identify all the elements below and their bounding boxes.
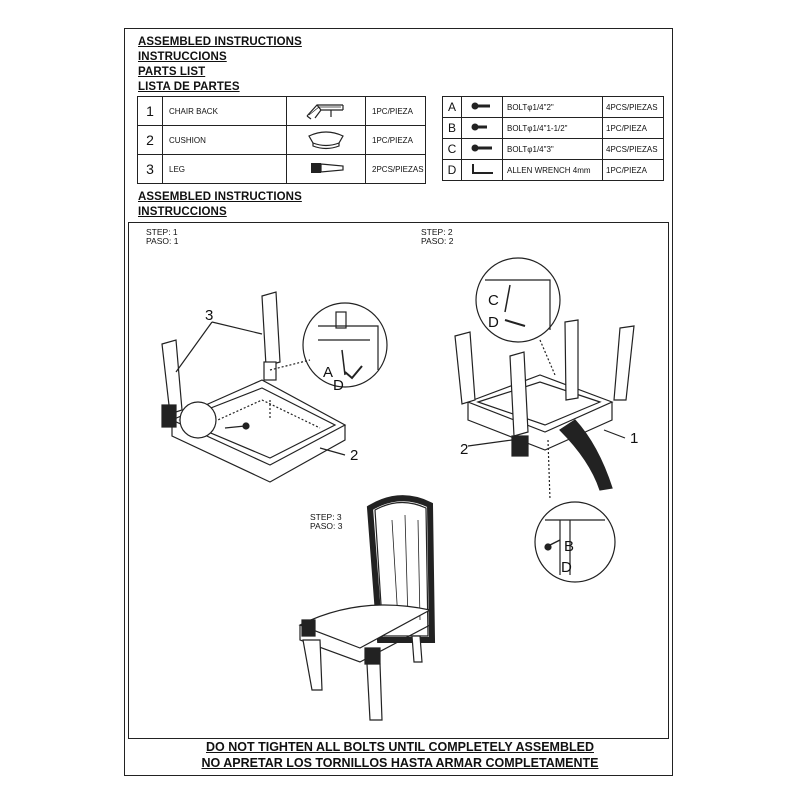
step-3-illustration <box>300 498 432 720</box>
part-number: 3 <box>138 155 163 184</box>
callout-d: D <box>333 377 344 394</box>
title-instruccions-2: INSTRUCCIONS <box>138 206 227 218</box>
callout-b: B <box>564 538 575 555</box>
warning-spanish: NO APRETAR LOS TORNILLOS HASTA ARMAR COMPLETAMENTE <box>201 756 599 770</box>
part-number: 2 <box>138 126 163 155</box>
warning-english: DO NOT TIGHTEN ALL BOLTS UNTIL COMPLETELY ASSEMBLED <box>206 740 594 754</box>
part-qty: 1PC/PIEZA <box>366 97 426 126</box>
title-parts-list: PARTS LIST <box>138 66 206 78</box>
callout-c: C <box>488 292 499 309</box>
paso-label: PASO: 1 <box>146 236 179 246</box>
callout-back: 1 <box>630 430 639 447</box>
part-number: 1 <box>138 97 163 126</box>
callout-d3: D <box>561 559 572 576</box>
paso-label: PASO: 3 <box>310 521 343 531</box>
hardware-qty: 1PC/PIEZA <box>603 160 664 181</box>
hardware-letter: D <box>443 160 462 181</box>
part-name: CHAIR BACK <box>163 97 287 126</box>
callout-a: A <box>323 364 334 381</box>
title-lista-de-partes: LISTA DE PARTES <box>138 81 240 93</box>
hardware-qty: 4PCS/PIEZAS <box>603 139 664 160</box>
part-name: LEG <box>163 155 287 184</box>
hardware-name: ALLEN WRENCH 4mm <box>503 160 603 181</box>
part-qty: 1PC/PIEZA <box>366 126 426 155</box>
step-label: STEP: 1 <box>146 227 178 237</box>
callout-cushion-2: 2 <box>460 441 469 458</box>
hardware-qty: 4PCS/PIEZAS <box>603 97 664 118</box>
paso-label: PASO: 2 <box>421 236 454 246</box>
callout-leg: 3 <box>205 307 214 324</box>
hardware-name: BOLTφ1/4"3" <box>503 139 603 160</box>
callout-d2: D <box>488 314 499 331</box>
callout-cushion: 2 <box>350 447 359 464</box>
part-qty: 2PCS/PIEZAS <box>366 155 426 184</box>
part-name: CUSHION <box>163 126 287 155</box>
step-label: STEP: 2 <box>421 227 453 237</box>
hardware-letter: C <box>443 139 462 160</box>
step-2-illustration <box>455 258 634 582</box>
title-assembled-instructions-2: ASSEMBLED INSTRUCTIONS <box>138 191 302 203</box>
step-label: STEP: 3 <box>310 512 342 522</box>
hardware-name: BOLTφ1/4"2" <box>503 97 603 118</box>
title-assembled-instructions: ASSEMBLED INSTRUCTIONS <box>138 36 302 48</box>
hardware-qty: 1PC/PIEZA <box>603 118 664 139</box>
hardware-name: BOLTφ1/4"1-1/2" <box>503 118 603 139</box>
hardware-letter: A <box>443 97 462 118</box>
title-instruccions: INSTRUCCIONS <box>138 51 227 63</box>
hardware-letter: B <box>443 118 462 139</box>
